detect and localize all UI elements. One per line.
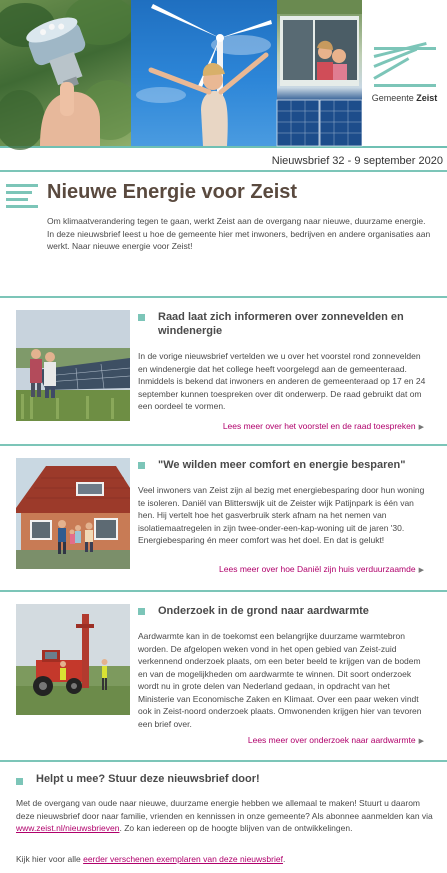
article-title[interactable]: Onderzoek in de grond naar aardwarmte	[158, 605, 369, 617]
article-title[interactable]: Raad laat zich informeren over zonnevelden en windenergie	[158, 311, 404, 337]
arrow-right-icon: ▶	[418, 424, 424, 431]
archive-link[interactable]: eerder verschenen exemplaren van deze nieuwsbrief	[83, 854, 283, 864]
solar-roof-photo	[277, 0, 362, 146]
share-section	[0, 762, 447, 873]
section-bullet-icon	[16, 778, 23, 785]
share-text: Met de overgang van oude naar nieuwe, duurzame energie hebben we allemaal te maken! Stuurt u daarom deze nieuwsbrief door naar familie, vrienden en kennissen in onze gemeente? Als abonnee aanmelden kan via www.zeist.nl/nieuwsbrieven. Zo kan iedereen op de hoogte blijven van de ontwikkelingen.	[16, 798, 433, 833]
subscribe-link[interactable]: www.zeist.nl/nieuwsbrieven	[16, 823, 120, 833]
header-banner	[0, 0, 447, 146]
logo-mark-icon	[374, 43, 436, 87]
wind-turbine-photo	[131, 0, 277, 146]
article-comfort	[0, 446, 447, 590]
arrow-right-icon: ▶	[418, 738, 424, 745]
issue-date: Nieuwsbrief 32 - 9 september 2020	[271, 155, 443, 167]
article-image-house[interactable]	[16, 458, 130, 569]
page-title: Nieuwe Energie voor Zeist	[47, 181, 298, 203]
read-more-link[interactable]: Lees meer over hoe Daniël zijn huis verduurzaamde ▶	[219, 564, 424, 574]
article-bullet-icon	[138, 462, 145, 469]
article-image-drill[interactable]	[16, 604, 130, 715]
intro-text: Om klimaatverandering tegen te gaan, werkt Zeist aan de overgang naar nieuwe, duurzame energie. In deze nieuwsbrief leest u hoe de gemeente hier met inwoners, bedrijven en andere organisaties aan werkt. Naar nieuwe energie voor Zeist!	[47, 216, 431, 251]
article-title[interactable]: "We wilden meer comfort en energie besparen"	[158, 459, 406, 471]
article-body: In de vorige nieuwsbrief vertelden we u over het voorstel rond zonnevelden en windenergie dat het college heeft voorgelegd aan de gemeenteraad. Inmiddels is bekend dat inwoners en anderen de gemeenteraad op 17 en 24 september kunnen toespreken over dit onderwerp. De raad gebruikt dat om een oordeel te vormen.	[138, 351, 426, 411]
article-body: Veel inwoners van Zeist zijn al bezig met energiebesparing door hun woning te isoleren. Daniël van Blitterswijk uit de Zeister wijk Patijnpark is één van hen. Hij vertelt hoe het gasverbruik sterk afnam na het nemen van isolatiemaatregelen in zijn twee-onder-een-kap-woning uit de jaren '30. Energiebesparing én meer comfort was het doel. En dat is gelukt!	[138, 485, 425, 545]
article-zonnevelden	[0, 298, 447, 444]
article-aardwarmte	[0, 592, 447, 760]
article-body: Aardwarmte kan in de toekomst een belangrijke duurzame warmtebron worden. De afgelopen weken vond in het open gebied van Zeist-zuid verkennend onderzoek plaats, om een beter beeld te krijgen van de bodem en van de mogelijkheden om aardwarmte te winnen. Dit soort onderzoek wordt nu in grote delen van Nederland gedaan, in opdracht van het Ministerie van Economische Zaken en Klimaat. Over een paar weken vindt ook in Zeist-noord onderzoek plaats. Omwonenden krijgen hier van tevoren een brief over.	[138, 631, 422, 729]
share-title: Helpt u mee? Stuur deze nieuwsbrief door!	[36, 773, 260, 785]
article-image-solar-field[interactable]	[16, 310, 130, 421]
gemeente-zeist-logo[interactable]	[362, 0, 447, 146]
read-more-link[interactable]: Lees meer over onderzoek naar aardwarmte ▶	[247, 735, 424, 745]
arrow-right-icon: ▶	[418, 567, 424, 574]
led-lamp-photo	[0, 0, 131, 146]
article-bullet-icon	[138, 608, 145, 615]
intro-section	[0, 172, 447, 296]
archive-text: Kijk hier voor alle eerder verschenen exemplaren van deze nieuwsbrief.	[16, 854, 286, 864]
read-more-link[interactable]: Lees meer over het voorstel en de raad toespreken ▶	[222, 421, 424, 431]
stripes-icon	[6, 182, 38, 210]
article-bullet-icon	[138, 314, 145, 321]
logo-text: Gemeente Zeist	[371, 93, 438, 103]
